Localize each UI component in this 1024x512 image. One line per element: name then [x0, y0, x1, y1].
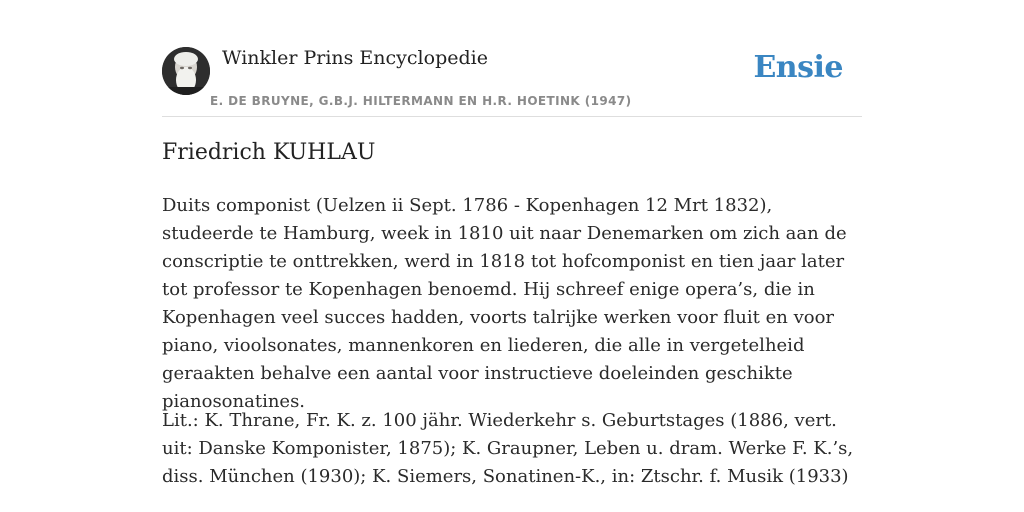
- entry-paragraph-description: Duits componist (Uelzen ii Sept. 1786 - Kopenhagen 12 Mrt 1832), studeerde te Hamburg, week in 1810 uit naar Denemarken om zich aan de conscriptie te onttrekken, werd in 1818 tot hofcomponist en tien jaar later tot professor te Kopenhagen benoemd. Hij schreef enige opera’s, die in Kopenhagen veel succes hadden, voorts talrijke werken voor fluit en voor piano, vioolsonates, mannenkoren en liederen, die alle in vergetelheid geraakten behalve een aantal voor instructieve doeleinden geschikte pianosonatines.: [162, 195, 847, 412]
- brand-logo-link[interactable]: Ensie: [753, 50, 843, 85]
- entry-title: Friedrich KUHLAU: [162, 140, 376, 165]
- entry-paragraph-literature: Lit.: K. Thrane, Fr. K. z. 100 jähr. Wiederkehr s. Geburtstages (1886, vert. uit: Danske Komponister, 1875); K. Graupner, Leben u. dram. Werke F. K.’s, diss. München (1930); K. Siemers, Sonatinen-K., in: Ztschr. f. Musik (1933): [162, 410, 854, 487]
- site-header: [162, 0, 862, 117]
- authors-byline: E. DE BRUYNE, G.B.J. HILTERMANN EN H.R. HOETINK (1947): [210, 94, 632, 108]
- portrait-avatar-icon[interactable]: [162, 47, 210, 95]
- page-container: [162, 0, 862, 487]
- site-title[interactable]: Winkler Prins Encyclopedie: [222, 47, 488, 69]
